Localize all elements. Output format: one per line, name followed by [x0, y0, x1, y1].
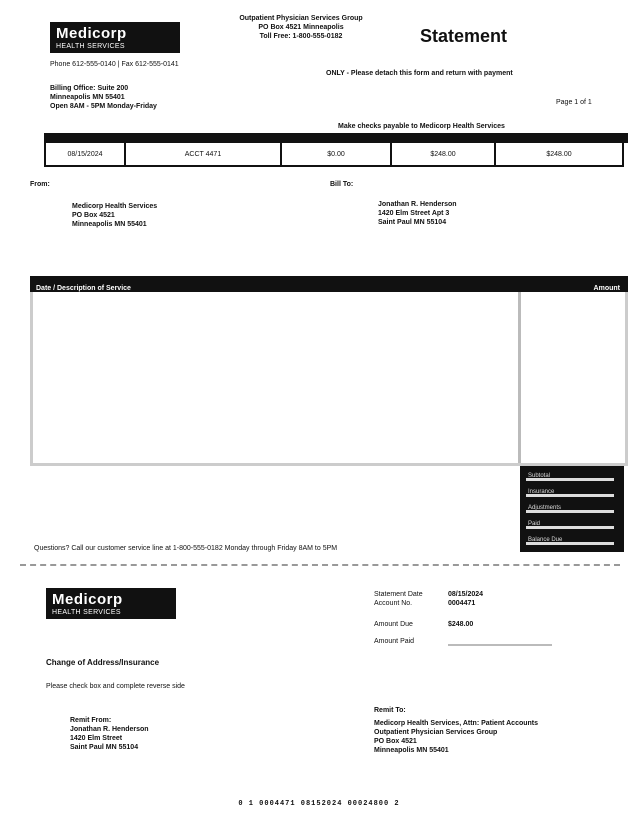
- remit-logo-name: Medicorp: [52, 591, 123, 608]
- detail-header-bar: [30, 276, 628, 292]
- page-number: Page 1 of 1: [556, 99, 592, 106]
- company-logo: [50, 22, 180, 53]
- remit-to-line-4: Minneapolis MN 55401: [374, 747, 449, 754]
- summary-cell: $248.00: [546, 150, 572, 158]
- to-line-3: Saint Paul MN 55104: [378, 219, 447, 226]
- remit-to-block: [374, 706, 538, 755]
- totals-box: [520, 466, 624, 552]
- logo-tagline: HEALTH SERVICES: [56, 43, 125, 50]
- from-line-1: Medicorp Health Services: [72, 203, 158, 210]
- to-address: [378, 200, 457, 227]
- header-center-block: [196, 14, 406, 41]
- remit-from-line-3: Saint Paul MN 55104: [70, 744, 139, 751]
- ocr-scan-line: 0 1 0004471 08152024 00024800 2: [238, 800, 400, 808]
- contact-line-3: Open 8AM - 5PM Monday-Friday: [50, 103, 157, 110]
- logo-name: Medicorp: [56, 25, 127, 42]
- header-center-line-2: PO Box 4521 Minneapolis: [258, 24, 344, 31]
- change-of-address-subtext: Please check box and complete reverse side: [46, 683, 185, 690]
- detail-header-description: Date / Description of Service: [36, 285, 131, 292]
- remit-to-line-1: Medicorp Health Services, Attn: Patient Accounts: [374, 720, 539, 727]
- totals-label-insurance: Insurance: [528, 489, 555, 495]
- tear-off-line: [20, 564, 620, 566]
- remit-acct-label: Account No.: [374, 600, 413, 607]
- from-label: From:: [30, 181, 50, 188]
- remit-from-line-2: 1420 Elm Street: [70, 735, 123, 742]
- summary-cell: $0.00: [327, 150, 345, 158]
- totals-label-paid: Paid: [528, 521, 541, 527]
- remit-acct-value: 0004471: [448, 600, 476, 607]
- summary-cell: 08/15/2024: [67, 150, 103, 158]
- contact-line-1: Billing Office: Suite 200: [50, 85, 129, 92]
- from-address: [72, 202, 157, 229]
- header-notice: ONLY - Please detach this form and return with payment: [326, 70, 513, 77]
- summary-header-bar: [44, 133, 628, 143]
- totals-labels: [528, 468, 562, 548]
- totals-label-balance: Balance Due: [528, 537, 563, 543]
- amount-paid-input[interactable]: [448, 635, 552, 646]
- detail-header-amount: Amount: [593, 285, 620, 292]
- remit-info-block: [374, 590, 564, 646]
- remit-from-block: [70, 716, 149, 752]
- summary-row: [44, 143, 624, 167]
- remit-to-line-3: PO Box 4521: [374, 738, 417, 745]
- remit-amount-label: Amount Due: [374, 621, 413, 628]
- detail-table-body: [30, 292, 628, 466]
- from-line-2: PO Box 4521: [72, 212, 115, 219]
- to-line-2: 1420 Elm Street Apt 3: [378, 210, 450, 217]
- payable-line: Make checks payable to Medicorp Health Services: [338, 123, 505, 130]
- remit-logo-tagline: HEALTH SERVICES: [52, 609, 121, 616]
- remit-from-label: Remit From:: [70, 717, 112, 724]
- totals-label-subtotal: Subtotal: [528, 473, 551, 479]
- footer-note: Questions? Call our customer service line at 1-800-555-0182 Monday through Friday 8AM to 5PM: [34, 545, 338, 552]
- header-contact-block: [50, 84, 157, 111]
- from-line-3: Minneapolis MN 55401: [72, 221, 147, 228]
- remit-from-line-1: Jonathan R. Henderson: [70, 726, 149, 733]
- remit-date-label: Statement Date: [374, 591, 423, 598]
- remit-logo: [46, 588, 176, 619]
- contact-line-2: Minneapolis MN 55401: [50, 94, 125, 101]
- header-center-line-1: Outpatient Physician Services Group: [239, 15, 363, 22]
- remit-date-value: 08/15/2024: [448, 591, 484, 598]
- header-ref-line: Phone 612-555-0140 | Fax 612-555-0141: [50, 61, 179, 68]
- detail-column-divider: [518, 292, 521, 463]
- remit-to-line-2: Outpatient Physician Services Group: [374, 729, 498, 736]
- remit-to-label: Remit To:: [374, 707, 406, 714]
- header-center-line-3: Toll Free: 1-800-555-0182: [259, 33, 343, 40]
- remit-amount-value: $248.00: [448, 621, 474, 628]
- remit-paid-label: Amount Paid: [374, 638, 415, 645]
- to-line-1: Jonathan R. Henderson: [378, 201, 457, 208]
- to-label: Bill To:: [330, 181, 354, 188]
- summary-cell: $248.00: [430, 150, 456, 158]
- summary-cell: ACCT 4471: [184, 150, 222, 158]
- statement-title: Statement: [420, 26, 508, 46]
- change-of-address-heading: Change of Address/Insurance: [46, 658, 160, 667]
- totals-label-adjustments: Adjustments: [528, 505, 562, 511]
